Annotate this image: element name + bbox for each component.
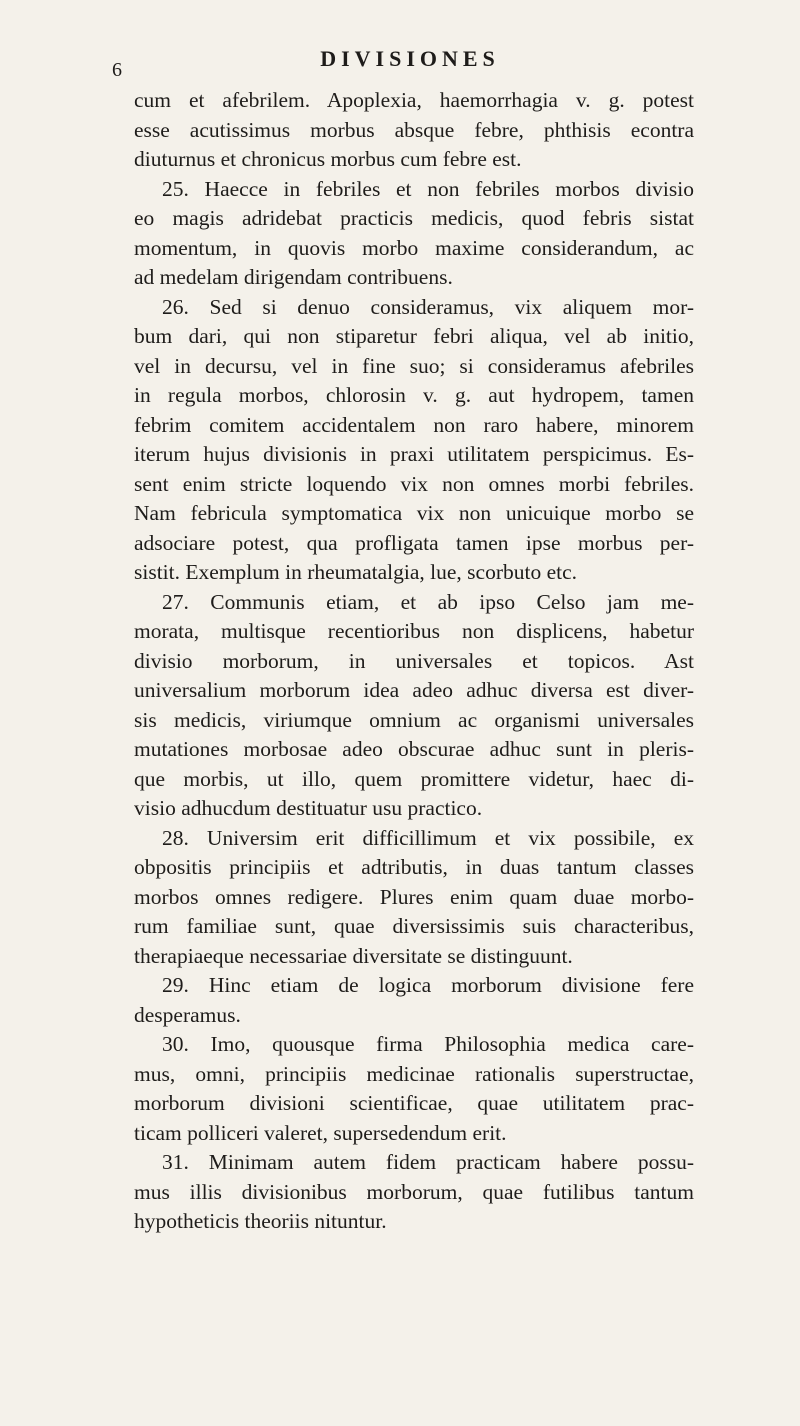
text-line: mus illis divisionibus morborum, quae futilibus tantum <box>134 1179 694 1204</box>
text-line: 31. Minimam autem fidem practicam habere possu- <box>162 1150 694 1174</box>
text-line: morata, multisque recentioribus non displicens, habetur <box>134 619 694 643</box>
text-line: 30. Imo, quousque firma Philosophia medica care- <box>162 1032 694 1056</box>
text-line: ad medelam dirigendam contribuens. <box>134 265 453 289</box>
text-line: 25. Haecce in febriles et non febriles morbos divisio <box>162 176 694 201</box>
text-line: eo magis adridebat practicis medicis, quod febris sistat <box>134 206 694 230</box>
text-line: morborum divisioni scientificae, quae utilitatem prac- <box>134 1091 694 1115</box>
text-line: universalium morborum idea adeo adhuc diversa est diver- <box>134 678 694 702</box>
running-head: DIVISIONES <box>320 46 500 71</box>
text-line: 26. Sed si denuo consideramus, vix aliquem mor- <box>162 294 694 319</box>
text-line: morbos omnes redigere. Plures enim quam duae morbo- <box>134 884 694 909</box>
text-line: febrim comitem accidentalem non raro habere, minorem <box>134 412 694 437</box>
text-line: sent enim stricte loquendo vix non omnes morbi febriles. <box>134 471 694 496</box>
text-line: sistit. Exemplum in rheumatalgia, lue, scorbuto etc. <box>134 560 578 584</box>
text-line: ticam polliceri valeret, supersedendum erit. <box>134 1120 507 1145</box>
text-line: hypotheticis theoriis nituntur. <box>134 1209 387 1233</box>
text-line: cum et afebrilem. Apoplexia, haemorrhagia v. g. potest <box>134 88 694 112</box>
text-line: Nam febricula symptomatica vix non unicuique morbo se <box>134 501 694 525</box>
text-line: rum familiae sunt, quae diversissimis suis characteribus, <box>134 914 694 938</box>
text-line: desperamus. <box>134 1002 241 1027</box>
text-line: visio adhucdum destituatur usu practico. <box>134 796 483 820</box>
text-line: in regula morbos, chlorosin v. g. aut hydropem, tamen <box>134 383 694 407</box>
text-line: divisio morborum, in universales et topicos. Ast <box>134 648 694 673</box>
text-line: therapiaeque necessariae diversitate se distinguunt. <box>134 943 573 968</box>
text-line: adsociare potest, qua profligata tamen ipse morbus per- <box>134 530 694 555</box>
text-line: mutationes morbosae adeo obscurae adhuc sunt in pleris- <box>134 737 694 761</box>
text-line: bum dari, qui non stiparetur febri aliqua, vel ab initio, <box>134 324 694 348</box>
text-line: momentum, in quovis morbo maxime considerandum, ac <box>134 235 694 260</box>
text-line: 29. Hinc etiam de logica morborum divisione fere <box>162 973 694 997</box>
text-line: 27. Communis etiam, et ab ipso Celso jam me- <box>162 589 694 614</box>
text-line: 28. Universim erit difficillimum et vix possibile, ex <box>162 825 694 850</box>
text-line: sis medicis, viriumque omnium ac organismi universales <box>134 707 694 732</box>
text-line: mus, omni, principiis medicinae rationalis superstructae, <box>134 1061 694 1086</box>
text-line: vel in decursu, vel in fine suo; si consideramus afebriles <box>134 353 694 378</box>
text-line: diuturnus et chronicus morbus cum febre est. <box>134 147 522 171</box>
body-text <box>134 86 694 1237</box>
text-line: obpositis principiis et adtributis, in duas tantum classes <box>134 855 694 879</box>
text-line: esse acutissimus morbus absque febre, phthisis econtra <box>134 117 694 142</box>
page-number: 6 <box>112 59 122 81</box>
text-line: que morbis, ut illo, quem promittere videtur, haec di- <box>134 766 694 791</box>
text-line: iterum hujus divisionis in praxi utilitatem perspicimus. Es- <box>134 442 694 466</box>
